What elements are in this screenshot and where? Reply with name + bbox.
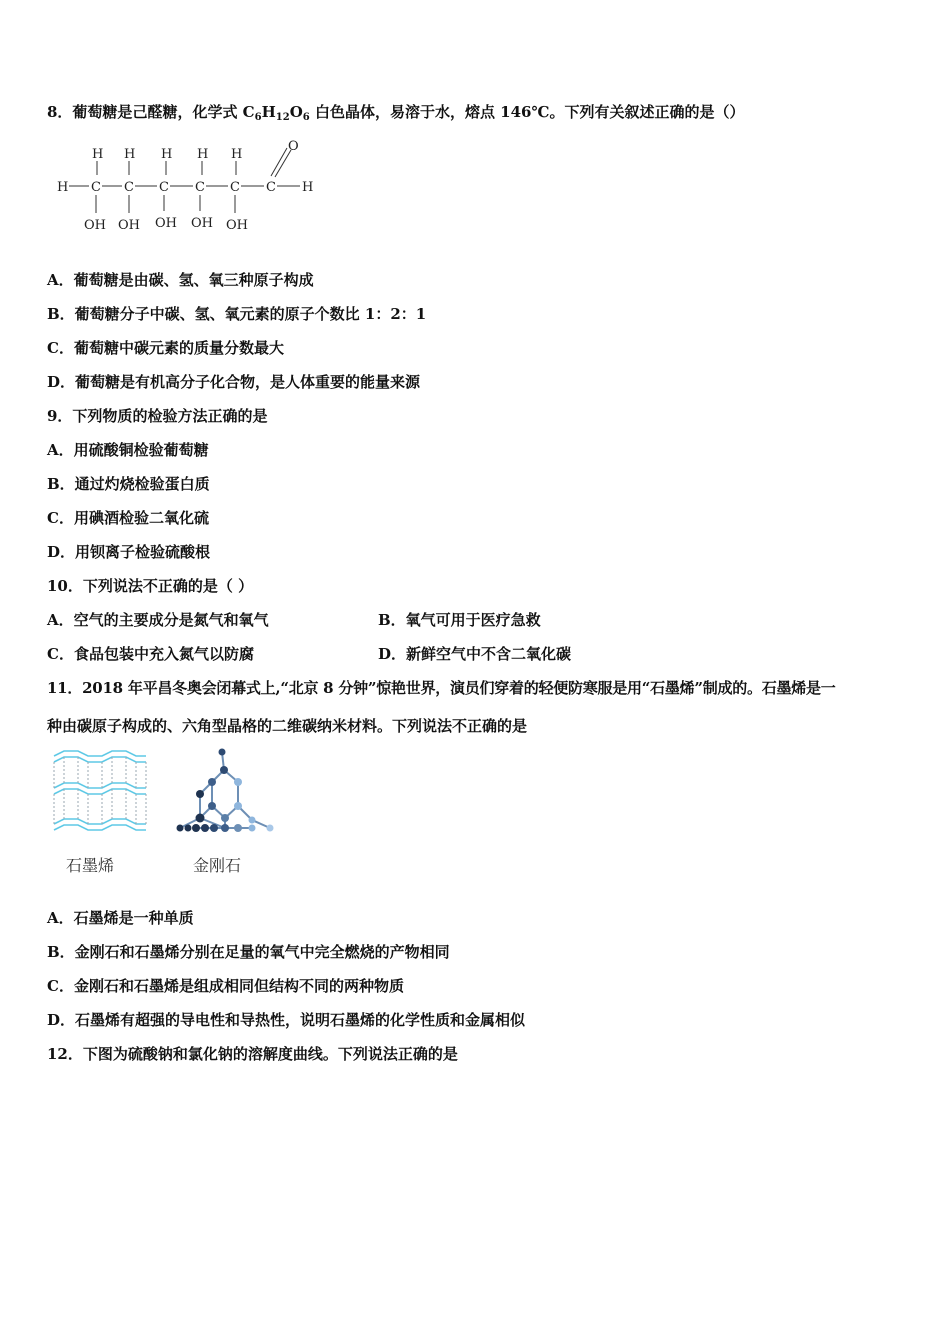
oh-group-2: OH xyxy=(118,218,140,233)
q10-option-b: B．氧气可用于医疗急救 xyxy=(378,611,541,629)
c-atom-3: C xyxy=(159,180,169,195)
q11-option-d: D．石墨烯有超强的导电性和导热性，说明石墨烯的化学性质和金属相似 xyxy=(47,1011,526,1029)
graphene-label: 石墨烯 xyxy=(66,856,115,875)
oh-group-5: OH xyxy=(226,218,248,233)
q8-stem: 8．葡萄糖是己醛糖，化学式 $C_6H_{12}O_6$ 白色晶体，易溶于水，熔点 146℃。下列有关叙述正确的是（） xyxy=(47,103,745,123)
q11-option-c: C．金刚石和石墨烯是组成相同但结构不同的两种物质 xyxy=(47,977,404,995)
h-atom-left: H xyxy=(57,180,69,195)
h-atom-top-1: H xyxy=(92,147,104,162)
q8-option-d: D．葡萄糖是有机高分子化合物，是人体重要的能量来源 xyxy=(47,373,421,391)
h-atom-top-4: H xyxy=(197,147,209,162)
aldehyde-o-atom: O xyxy=(288,139,299,154)
q11-option-a: A．石墨烯是一种单质 xyxy=(47,909,194,927)
q10-option-d: D．新鲜空气中不含二氧化碳 xyxy=(378,645,572,663)
glucose-structural-formula xyxy=(52,135,332,235)
q10-stem: 10．下列说法不正确的是（ ） xyxy=(47,577,254,595)
diamond-structure-figure xyxy=(172,748,280,840)
c-atom-4: C xyxy=(195,180,205,195)
q9-option-d: D．用钡离子检验硫酸根 xyxy=(47,543,211,561)
oh-group-3: OH xyxy=(155,216,177,231)
q8-option-c: C．葡萄糖中碳元素的质量分数最大 xyxy=(47,339,284,357)
graphene-structure-figure xyxy=(48,748,152,844)
graphene-layers xyxy=(54,751,146,830)
c-atom-2: C xyxy=(124,180,134,195)
q9-option-a: A．用硫酸铜检验葡萄糖 xyxy=(47,441,209,459)
h-atom-top-5: H xyxy=(231,147,243,162)
q9-option-c: C．用碘酒检验二氧化硫 xyxy=(47,509,209,527)
q10-option-c: C．食品包装中充入氮气以防腐 xyxy=(47,645,254,663)
q8-option-b: B．葡萄糖分子中碳、氢、氧元素的原子个数比 1：2：1 xyxy=(47,305,427,323)
q10-option-a: A．空气的主要成分是氮气和氧气 xyxy=(47,611,269,629)
h-atom-top-3: H xyxy=(161,147,173,162)
q11-stem-line2: 种由碳原子构成的、六角型晶格的二维碳纳米材料。下列说法不正确的是 xyxy=(47,717,528,735)
h-atom-top-2: H xyxy=(124,147,136,162)
c-atom-1: C xyxy=(91,180,101,195)
q9-stem: 9．下列物质的检验方法正确的是 xyxy=(47,407,268,425)
oh-group-1: OH xyxy=(84,218,106,233)
c-atom-6: C xyxy=(266,180,276,195)
c-atom-5: C xyxy=(230,180,240,195)
q11-stem-line1: 11．2018 年平昌冬奥会闭幕式上,“北京 8 分钟”惊艳世界，演员们穿着的轻便防寒服是用“石墨烯”制成的。石墨烯是一 xyxy=(47,679,836,697)
diamond-label: 金刚石 xyxy=(193,856,242,875)
q11-option-b: B．金刚石和石墨烯分别在足量的氧气中完全燃烧的产物相同 xyxy=(47,943,450,961)
q8-option-a: A．葡萄糖是由碳、氢、氧三种原子构成 xyxy=(47,271,314,289)
oh-group-4: OH xyxy=(191,216,213,231)
interlayer-bonds xyxy=(54,757,146,824)
diamond-atoms xyxy=(177,749,274,833)
q9-option-b: B．通过灼烧检验蛋白质 xyxy=(47,475,210,493)
h-atom-right: H xyxy=(302,180,314,195)
q12-stem: 12．下图为硫酸钠和氯化钠的溶解度曲线。下列说法正确的是 xyxy=(47,1045,458,1063)
